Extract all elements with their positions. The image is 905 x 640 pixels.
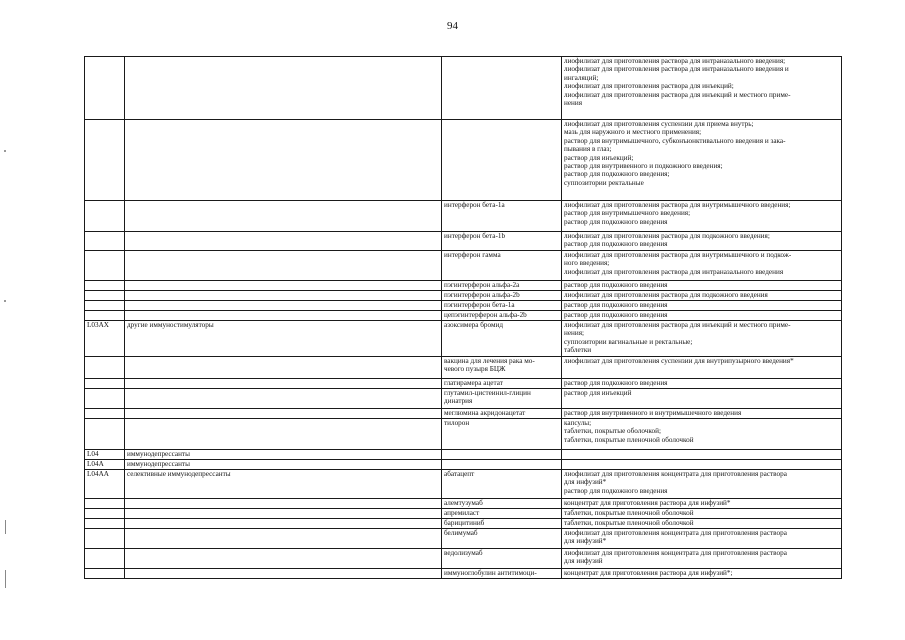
dosage-form-line: таблетки, покрытые пленочной оболочкой (564, 519, 694, 527)
dosage-form-line: лиофилизат для приготовления раствора для инъекций и местного приме- (564, 321, 791, 329)
dosage-form-line: таблетки (564, 346, 592, 355)
atc-code-cell (85, 419, 125, 450)
drug-name-cell (442, 120, 562, 201)
table-row (85, 251, 842, 281)
dosage-form-line: раствор для подкожного введения; (564, 170, 670, 179)
atc-group-cell (125, 291, 442, 301)
drug-name-cell: тилорон (442, 419, 562, 450)
dosage-form-line: лиофилизат для приготовления концентрата для приготовления раствора (564, 549, 787, 557)
drug-name-cell: вакцина для лечения рака мо- чевого пузыря БЦЖ (442, 357, 562, 379)
atc-code-cell: L04A (85, 460, 125, 470)
dosage-forms-cell (562, 519, 842, 529)
atc-group-cell (125, 301, 442, 311)
dosage-form-line: лиофилизат для приготовления раствора для интраназального введения (564, 267, 784, 276)
atc-group-cell (125, 519, 442, 529)
atc-group-cell (125, 311, 442, 321)
atc-code-cell: L04AA (85, 470, 125, 499)
table-row (85, 460, 842, 470)
dosage-form-line: лиофилизат для приготовления раствора для инъекций и местного приме- (564, 90, 791, 99)
drug-name-cell (442, 450, 562, 460)
binding-dot (4, 300, 6, 302)
atc-code-cell (85, 549, 125, 569)
drug-name-cell: глатирамера ацетат (442, 379, 562, 389)
atc-code-cell: L03AX (85, 321, 125, 357)
dosage-forms-cell (562, 311, 842, 321)
atc-code-cell (85, 120, 125, 201)
atc-group-cell (125, 201, 442, 232)
atc-group-cell (125, 57, 442, 120)
table-row (85, 569, 842, 579)
dosage-form-line: для инфузий* (564, 537, 607, 546)
dosage-forms-cell (562, 549, 842, 569)
dosage-form-line: лиофилизат для приготовления раствора для внутримышечного введения; (564, 201, 791, 209)
dosage-forms-cell (562, 529, 842, 549)
table-row (85, 529, 842, 549)
table-row (85, 519, 842, 529)
drug-name-cell: ведолизумаб (442, 549, 562, 569)
dosage-form-line: раствор для внутримышечного, субконъюнктивального введения и зака- (564, 136, 786, 145)
dosage-form-line: раствор для внутривенного и внутримышечного введения (564, 409, 742, 417)
dosage-form-line: раствор для подкожного введения (564, 217, 668, 226)
table-body (85, 57, 842, 579)
dosage-forms-cell (562, 379, 842, 389)
dosage-forms-cell (562, 301, 842, 311)
dosage-form-line: раствор для инъекций (564, 389, 632, 397)
dosage-forms-cell (562, 450, 842, 460)
atc-group-cell (125, 357, 442, 379)
atc-group-cell: иммунодепрессанты (125, 460, 442, 470)
drug-name-cell: иммуноглобулин антитимоци- (442, 569, 562, 579)
atc-group-cell (125, 549, 442, 569)
atc-code-cell: L04 (85, 450, 125, 460)
atc-code-cell (85, 519, 125, 529)
dosage-form-line: суппозитории вагинальные и ректальные; (564, 337, 693, 346)
dosage-form-line: раствор для подкожного введения (564, 240, 668, 249)
dosage-form-line: для инфузий (564, 557, 603, 566)
dosage-form-line: пывания в глаз; (564, 145, 612, 154)
dosage-forms-cell (562, 291, 842, 301)
drug-name-cell: интерферон гамма (442, 251, 562, 281)
dosage-forms-cell (562, 419, 842, 450)
drug-name-cell (442, 460, 562, 470)
dosage-form-line: нения (564, 99, 583, 108)
atc-group-cell: иммунодепрессанты (125, 450, 442, 460)
dosage-form-line: капсулы; (564, 419, 592, 427)
atc-group-cell (125, 529, 442, 549)
dosage-forms-cell (562, 470, 842, 499)
atc-group-cell (125, 389, 442, 409)
dosage-form-line: раствор для подкожного введения (564, 311, 668, 319)
atc-code-cell (85, 409, 125, 419)
table-row (85, 291, 842, 301)
dosage-forms-cell (562, 251, 842, 281)
table-row (85, 499, 842, 509)
atc-code-cell (85, 291, 125, 301)
dosage-form-line: мазь для наружного и местного применения; (564, 128, 702, 137)
table-row (85, 409, 842, 419)
atc-code-cell (85, 311, 125, 321)
drug-name-cell: глутамил-цистеинил-глицин динатрия (442, 389, 562, 409)
dosage-form-line: раствор для внутримышечного введения; (564, 209, 691, 218)
atc-group-cell (125, 251, 442, 281)
atc-code-cell (85, 57, 125, 120)
drug-name-cell: интерферон бета-1b (442, 232, 562, 251)
table-row (85, 509, 842, 519)
dosage-form-line: концентрат для приготовления раствора для инфузий* (564, 499, 731, 507)
dosage-form-line: раствор для подкожного введения (564, 301, 668, 309)
drug-name-cell (442, 57, 562, 120)
drug-name-cell: пэгинтерферон бета-1а (442, 301, 562, 311)
drug-name-cell: алемтузумаб (442, 499, 562, 509)
drug-name-cell: пэгинтерферон альфа-2b (442, 291, 562, 301)
table-row (85, 419, 842, 450)
atc-code-cell (85, 389, 125, 409)
dosage-form-line: раствор для инъекций; (564, 153, 634, 162)
table-row (85, 201, 842, 232)
atc-code-cell (85, 499, 125, 509)
table-row (85, 450, 842, 460)
dosage-form-line: раствор для подкожного введения (564, 486, 668, 495)
table-row (85, 120, 842, 201)
drug-name-cell: цепэгинтерферон альфа-2b (442, 311, 562, 321)
dosage-form-line: суппозитории ректальные (564, 178, 644, 187)
table-row (85, 549, 842, 569)
dosage-form-line: лиофилизат для приготовления концентрата для приготовления раствора (564, 470, 787, 478)
dosage-forms-cell (562, 509, 842, 519)
atc-group-cell (125, 281, 442, 291)
dosage-form-line: лиофилизат для приготовления суспензии для приема внутрь; (564, 120, 754, 128)
atc-group-cell: другие иммуностимуляторы (125, 321, 442, 357)
dosage-forms-cell (562, 460, 842, 470)
drug-name-cell: азоксимера бромид (442, 321, 562, 357)
binding-mark (5, 570, 6, 588)
dosage-form-line: лиофилизат для приготовления раствора для интраназального введения; (564, 57, 786, 65)
dosage-forms-cell (562, 389, 842, 409)
dosage-form-line: лиофилизат для приготовления концентрата для приготовления раствора (564, 529, 787, 537)
atc-group-cell (125, 509, 442, 519)
dosage-form-line: ного введения; (564, 259, 610, 268)
table-row (85, 470, 842, 499)
dosage-form-line: для инфузий* (564, 478, 607, 487)
drug-name-cell: пэгинтерферон альфа-2а (442, 281, 562, 291)
atc-code-cell (85, 509, 125, 519)
table-row (85, 232, 842, 251)
table-row (85, 357, 842, 379)
dosage-forms-cell (562, 409, 842, 419)
atc-group-cell (125, 409, 442, 419)
dosage-form-line: таблетки, покрытые пленочной оболочкой (564, 509, 694, 517)
table-row (85, 301, 842, 311)
drug-list-table (84, 56, 842, 579)
atc-code-cell (85, 357, 125, 379)
atc-code-cell (85, 301, 125, 311)
table-row (85, 281, 842, 291)
dosage-forms-cell (562, 57, 842, 120)
atc-group-cell (125, 419, 442, 450)
dosage-form-line: концентрат для приготовления раствора для инфузий*; (564, 569, 733, 577)
dosage-forms-cell (562, 569, 842, 579)
atc-code-cell (85, 569, 125, 579)
table-row (85, 311, 842, 321)
dosage-forms-cell (562, 201, 842, 232)
atc-group-cell (125, 232, 442, 251)
page-number: 94 (447, 20, 458, 32)
atc-code-cell (85, 251, 125, 281)
drug-name-cell: апремиласт (442, 509, 562, 519)
dosage-form-line: лиофилизат для приготовления раствора для подкожного введения (564, 291, 768, 299)
atc-code-cell (85, 379, 125, 389)
drug-name-cell: интерферон бета-1а (442, 201, 562, 232)
drug-name-cell: абатацепт (442, 470, 562, 499)
dosage-form-line: нения; (564, 329, 585, 338)
table-row (85, 389, 842, 409)
dosage-form-line: лиофилизат для приготовления суспензии для внутрипузырного введения* (564, 357, 794, 365)
binding-dot (4, 150, 6, 152)
atc-group-cell (125, 499, 442, 509)
dosage-form-line: раствор для внутривенного и подкожного введения; (564, 162, 723, 171)
atc-code-cell (85, 529, 125, 549)
dosage-form-line: лиофилизат для приготовления раствора для подкожного введения; (564, 232, 770, 240)
drug-name-cell: белимумаб (442, 529, 562, 549)
dosage-forms-cell (562, 232, 842, 251)
atc-code-cell (85, 232, 125, 251)
binding-mark (5, 520, 6, 534)
atc-group-cell (125, 120, 442, 201)
dosage-forms-cell (562, 321, 842, 357)
drug-name-cell: барицитиниб (442, 519, 562, 529)
table-row (85, 379, 842, 389)
dosage-form-line: раствор для подкожного введения (564, 281, 668, 289)
atc-group-cell (125, 569, 442, 579)
drug-name-cell: меглюмина акридонацетат (442, 409, 562, 419)
dosage-form-line: лиофилизат для приготовления раствора для интраназального введения и (564, 65, 789, 74)
atc-code-cell (85, 201, 125, 232)
dosage-form-line: таблетки, покрытые оболочкой; (564, 427, 661, 436)
dosage-forms-cell (562, 120, 842, 201)
dosage-forms-cell (562, 499, 842, 509)
dosage-form-line: лиофилизат для приготовления раствора для инъекций; (564, 82, 734, 91)
table-row (85, 57, 842, 120)
dosage-form-line: таблетки, покрытые пленочной оболочкой (564, 435, 694, 444)
dosage-form-line: раствор для подкожного введения (564, 379, 668, 387)
dosage-form-line: лиофилизат для приготовления раствора для внутримышечного и подкож- (564, 251, 792, 259)
dosage-forms-cell (562, 357, 842, 379)
dosage-form-line: ингаляций; (564, 73, 599, 82)
dosage-forms-cell (562, 281, 842, 291)
atc-code-cell (85, 281, 125, 291)
atc-group-cell (125, 379, 442, 389)
atc-group-cell: селективные иммунодепрессанты (125, 470, 442, 499)
table-row (85, 321, 842, 357)
